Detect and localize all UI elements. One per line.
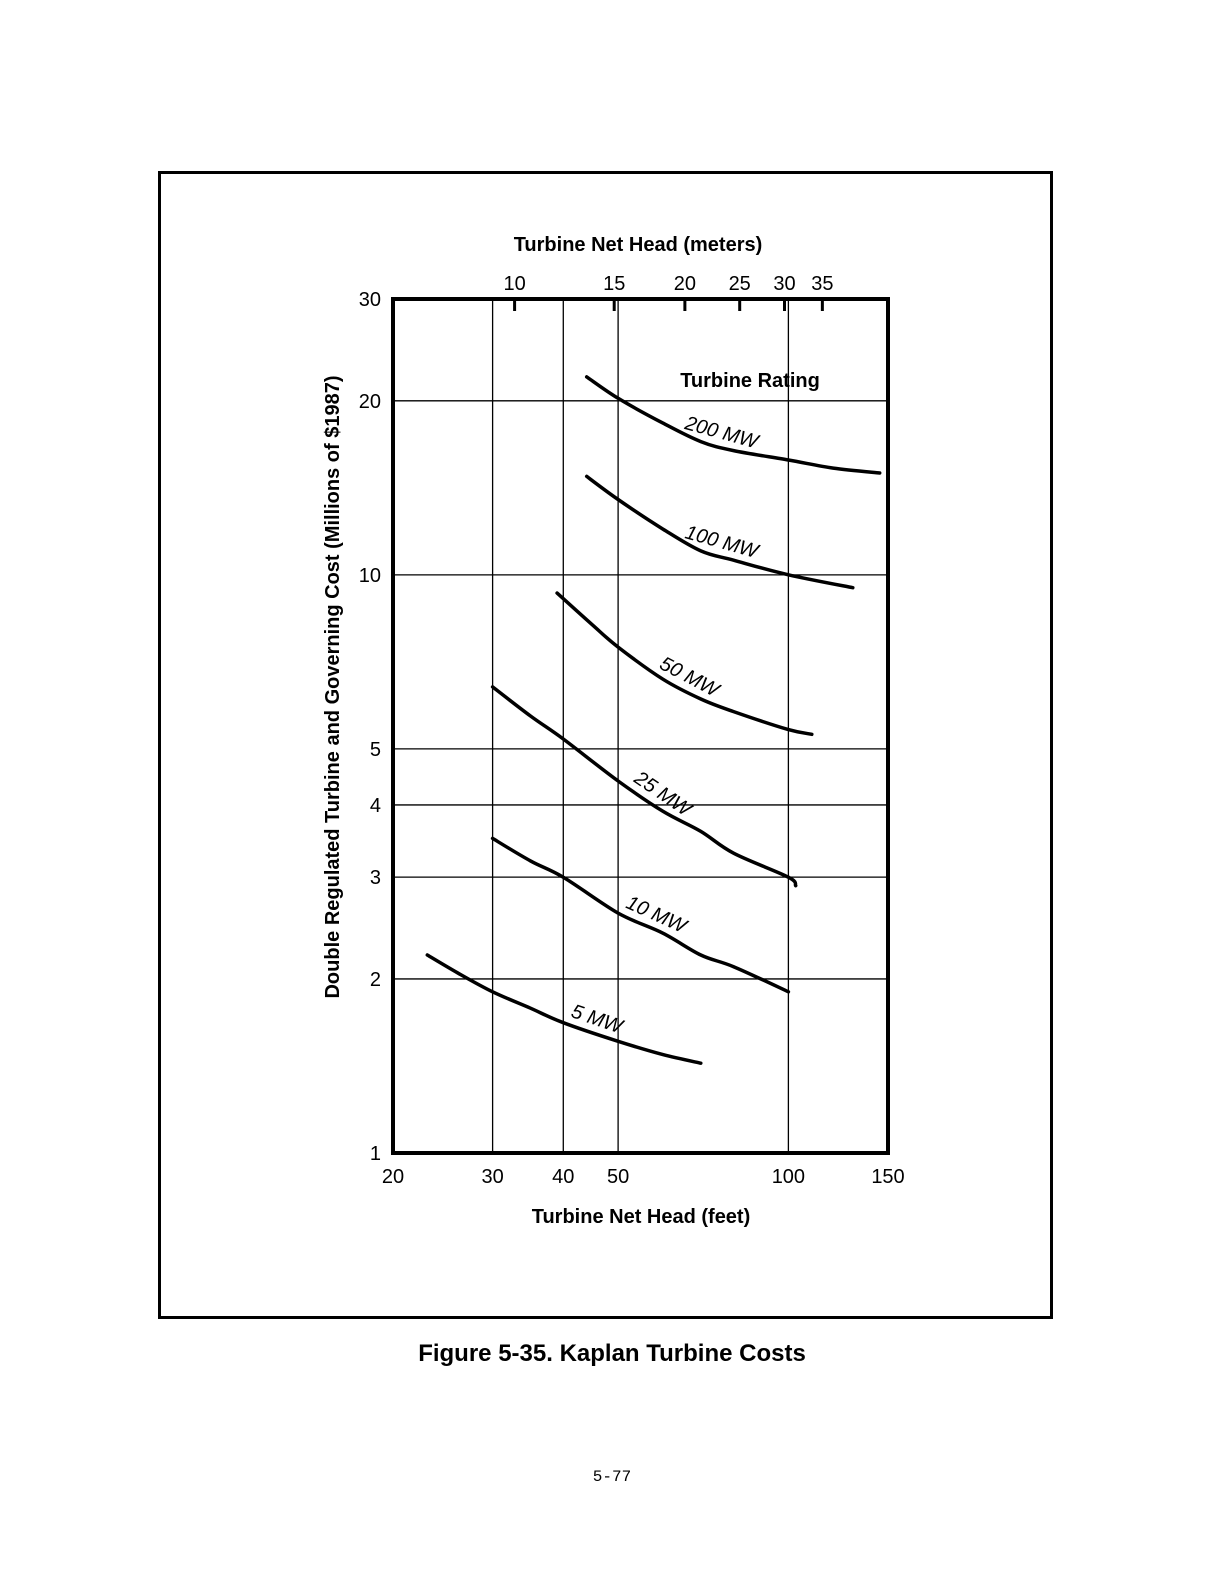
series-label: 100 MW	[682, 521, 761, 563]
series-label: 25 MW	[630, 767, 695, 821]
x2-tick-label: 20	[673, 273, 697, 295]
x-tick-label: 20	[381, 1166, 405, 1188]
x-axis-title: Turbine Net Head (feet)	[531, 1206, 751, 1228]
figure-caption: Figure 5-35. Kaplan Turbine Costs	[418, 1340, 806, 1367]
x2-tick-label: 25	[728, 273, 751, 295]
x2-tick-label: 30	[773, 273, 796, 295]
legend-title: Turbine Rating	[680, 370, 820, 392]
axis-ticks	[359, 273, 905, 1188]
y-tick-label: 10	[358, 564, 381, 587]
plot-border	[393, 299, 888, 1153]
series-labels	[568, 412, 762, 1039]
grid	[393, 299, 888, 1153]
series-lines	[427, 377, 879, 1063]
y-tick-label: 20	[358, 390, 381, 413]
x2-tick-label: 15	[603, 273, 626, 295]
x-tick-label: 150	[871, 1166, 905, 1188]
y-tick-label: 3	[369, 867, 381, 890]
series-label: 5 MW	[568, 1000, 625, 1039]
y-tick-label: 1	[369, 1143, 381, 1165]
series-line	[427, 955, 701, 1063]
series-label: 200 MW	[682, 412, 761, 454]
y-axis-title: Double Regulated Turbine and Governing Cost (Millions of $1987)	[322, 375, 344, 999]
y-tick-label: 2	[369, 968, 381, 991]
x2-tick-label: 35	[811, 273, 834, 295]
page-number: 5-77	[592, 1468, 632, 1486]
series-label: 10 MW	[622, 891, 690, 938]
x-tick-label: 100	[771, 1166, 806, 1188]
y-tick-label: 4	[369, 794, 381, 817]
series-label: 50 MW	[655, 652, 723, 702]
x2-axis-title: Turbine Net Head (meters)	[513, 234, 763, 256]
x-tick-label: 50	[606, 1166, 630, 1188]
x2-tick-label: 10	[503, 273, 526, 295]
y-tick-label: 5	[369, 738, 381, 761]
y-tick-label: 30	[358, 289, 381, 311]
x-tick-label: 30	[481, 1166, 504, 1188]
x-tick-label: 40	[552, 1166, 575, 1188]
